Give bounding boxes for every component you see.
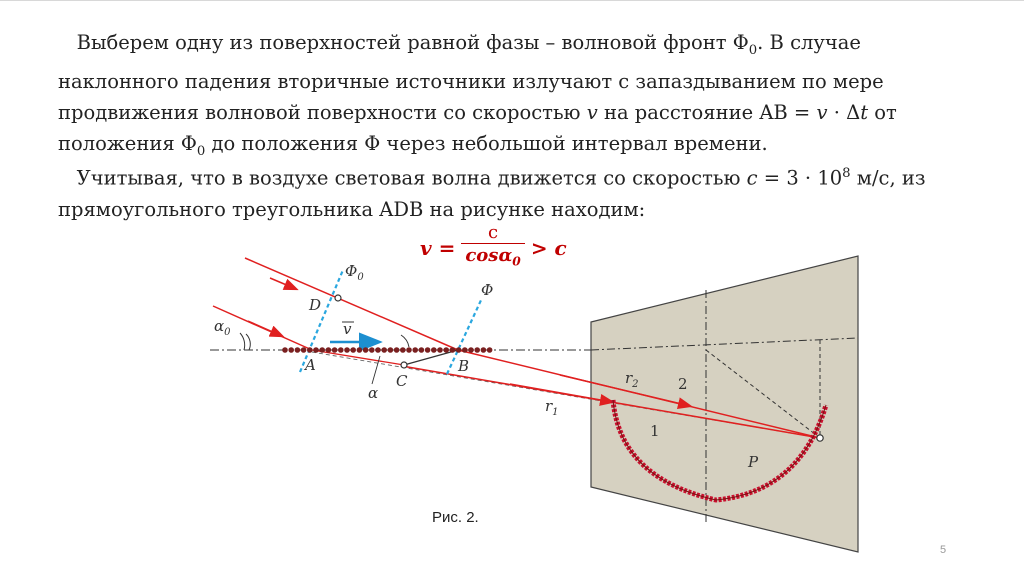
- secondary-source-dot: [326, 347, 332, 353]
- secondary-source-dot: [487, 347, 493, 353]
- secondary-source-dot: [425, 347, 431, 353]
- secondary-source-dot: [481, 347, 487, 353]
- p1-text: . В случае: [757, 31, 861, 54]
- secondary-source-dot: [456, 347, 462, 353]
- label-d: D: [309, 296, 322, 314]
- p1-text: положения Φ: [58, 131, 197, 155]
- secondary-source-dot: [288, 347, 294, 353]
- formula-numerator: c: [488, 221, 499, 243]
- secondary-source-dot: [332, 347, 338, 353]
- p2-text: Учитывая, что в воздухе световая волна движется со скоростью: [76, 166, 747, 190]
- angle-alpha0-arc-inner: [246, 334, 250, 350]
- secondary-source-dot: [462, 347, 468, 353]
- figure-caption: Рис. 2.: [432, 509, 479, 526]
- label-alpha0: $\alpha_0$: [214, 317, 231, 338]
- p1-sub: 0: [196, 143, 206, 159]
- secondary-source-dot: [301, 347, 307, 353]
- label-phi0: $\Phi_0$: [345, 262, 364, 283]
- p2-text: м/с, из: [850, 166, 926, 190]
- p1-text: · Δ: [827, 100, 861, 124]
- secondary-source-dot: [338, 347, 344, 353]
- p1-var-t: t: [860, 100, 869, 124]
- p1-sub: 0: [748, 42, 758, 58]
- secondary-source-dot: [388, 347, 394, 353]
- label-b: B: [458, 357, 470, 375]
- secondary-source-dot: [431, 347, 437, 353]
- secondary-source-dot: [443, 347, 449, 353]
- secondary-source-dot: [369, 347, 375, 353]
- page-number: 5: [940, 544, 947, 556]
- label-r1: $r_1$: [545, 397, 559, 418]
- label-r2: $r_2$: [625, 369, 639, 390]
- label-v-vector: v: [343, 320, 352, 338]
- p1-line2: наклонного падения вторичные источники излучают с запаздыванием по мере: [58, 69, 884, 93]
- p2-text: = 3 · 10: [757, 166, 843, 190]
- point-d: [335, 295, 341, 301]
- formula-den-sub: 0: [512, 254, 521, 269]
- label-a: A: [305, 356, 316, 374]
- secondary-source-dot: [381, 347, 387, 353]
- label-p: P: [748, 453, 759, 471]
- secondary-source-dot: [394, 347, 400, 353]
- point-p: [817, 435, 823, 441]
- screen-plane: [591, 256, 858, 552]
- p1-text: продвижения волновой поверхности со скоростью: [58, 100, 587, 124]
- p2-sup: 8: [842, 166, 851, 181]
- p1-text: на расстояние AB =: [597, 100, 817, 124]
- formula-lhs: v =: [420, 236, 456, 260]
- incident-ray-upper-arrow: [270, 278, 296, 289]
- label-1: 1: [650, 422, 660, 440]
- secondary-source-dot: [412, 347, 418, 353]
- secondary-source-dot: [295, 347, 301, 353]
- p2-line2: прямоугольного треугольника ADB на рисунке находим:: [58, 197, 646, 221]
- point-c: [401, 362, 407, 368]
- secondary-source-dot: [319, 347, 325, 353]
- secondary-source-dot: [437, 347, 443, 353]
- formula-den-main: cosα: [465, 244, 513, 266]
- secondary-source-dot: [450, 347, 456, 353]
- p1-text: Выберем одну из поверхностей равной фазы – волновой фронт Φ: [76, 31, 749, 54]
- incident-ray-lower-arrow: [248, 321, 282, 336]
- secondary-source-dot: [357, 347, 363, 353]
- p1-text: от: [868, 100, 897, 124]
- label-2: 2: [678, 375, 688, 393]
- secondary-source-dot: [350, 347, 356, 353]
- secondary-source-dot: [474, 347, 480, 353]
- angle-alpha0-arc: [240, 333, 245, 350]
- label-alpha: α: [368, 384, 379, 402]
- secondary-source-dot: [406, 347, 412, 353]
- secondary-source-dot: [375, 347, 381, 353]
- secondary-source-dot: [419, 347, 425, 353]
- secondary-source-dot: [400, 347, 406, 353]
- secondary-source-dot: [363, 347, 369, 353]
- secondary-source-dot: [282, 347, 288, 353]
- secondary-source-dot: [344, 347, 350, 353]
- formula-rhs: > c: [530, 236, 567, 260]
- secondary-source-dot: [468, 347, 474, 353]
- secondary-source-dot: [307, 347, 313, 353]
- label-phi: Φ: [481, 281, 494, 299]
- angle-alpha-arc: [401, 335, 409, 347]
- line-cb: [404, 350, 458, 365]
- label-c: C: [396, 372, 408, 390]
- p2-var-c: c: [746, 166, 758, 190]
- p1-text: до положения Φ через небольшой интервал времени.: [205, 131, 768, 155]
- p1-var-v: v: [816, 100, 828, 124]
- secondary-source-dot: [313, 347, 319, 353]
- p1-var-v: v: [586, 100, 598, 124]
